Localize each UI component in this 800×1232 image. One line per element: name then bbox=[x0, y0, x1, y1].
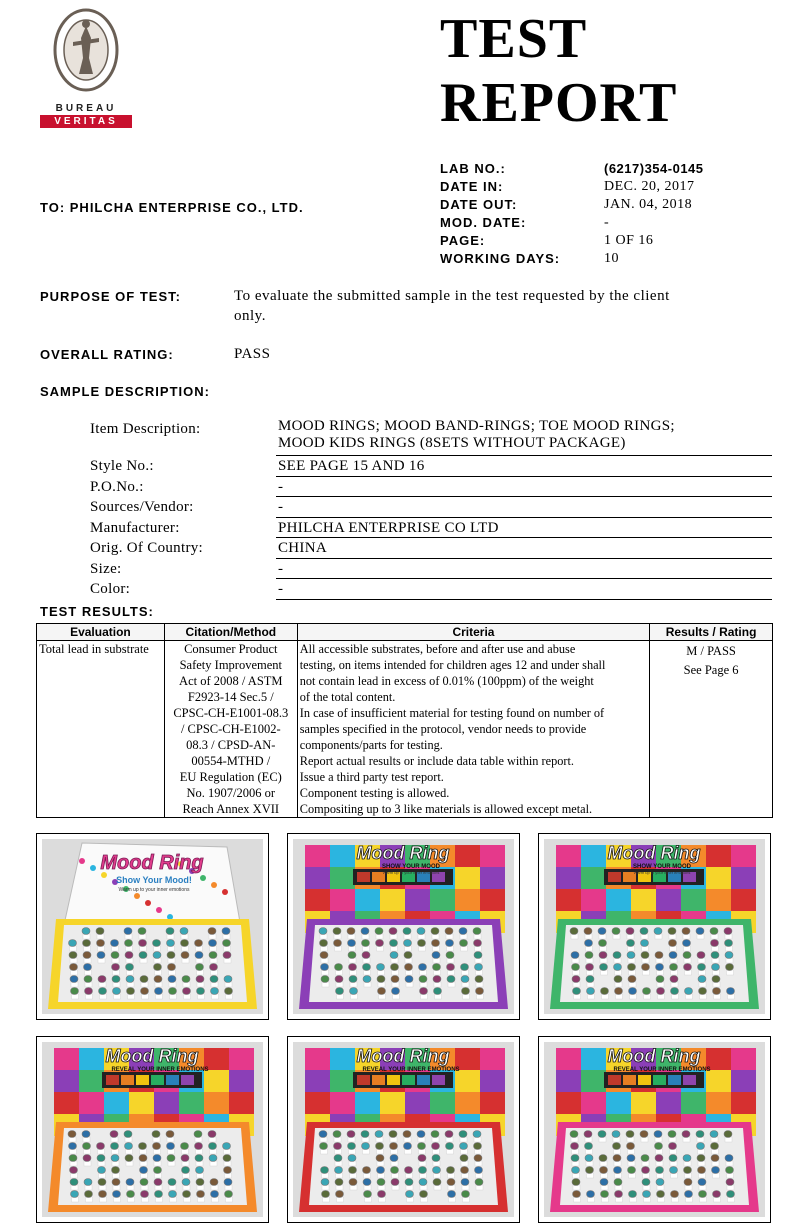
sample-row-value: - bbox=[276, 497, 772, 518]
citation-line: Reach Annex XVII bbox=[182, 802, 280, 816]
criteria-line: samples specified in the protocol, vendor needs to provide bbox=[299, 722, 587, 736]
product-photo bbox=[538, 1036, 771, 1223]
sample-row-label: Size: bbox=[90, 560, 122, 577]
mood-ring-display-photo bbox=[42, 1042, 263, 1217]
sample-row bbox=[90, 579, 772, 600]
product-photo bbox=[287, 833, 520, 1020]
sample-row-label: Sources/Vendor: bbox=[90, 499, 194, 515]
date-out-row bbox=[440, 196, 704, 214]
mood-ring-display-photo bbox=[544, 839, 765, 1014]
sample-description bbox=[90, 418, 772, 600]
sample-row-label: P.O.No.: bbox=[90, 478, 144, 495]
date-out-value: JAN. 04, 2018 bbox=[604, 197, 693, 212]
citation-line: EU Regulation (EC) bbox=[179, 770, 282, 784]
column-header: Criteria bbox=[297, 624, 649, 641]
mod-date-row bbox=[440, 214, 704, 232]
sample-row-value: - bbox=[276, 559, 772, 580]
product-photo bbox=[36, 833, 269, 1020]
citation-cell bbox=[164, 641, 297, 818]
citation-line: No. 1907/2006 or bbox=[186, 786, 276, 800]
photo-banner-text: Mood Ring bbox=[356, 1046, 450, 1066]
item-description-value bbox=[276, 418, 772, 456]
sample-row bbox=[90, 477, 772, 498]
photo-sub-text-2: Warm up to your inner emotions bbox=[118, 887, 190, 893]
citation-line: / CPSC-CH-E1002- bbox=[180, 722, 281, 736]
sample-row-value: - bbox=[276, 477, 772, 498]
evaluation-text: Total lead in substrate bbox=[39, 642, 149, 656]
overall-rating-label: OVERALL RATING: bbox=[40, 347, 174, 362]
photo-sub-text: REVEAL YOUR INNER EMOTIONS bbox=[362, 1067, 460, 1073]
lab-no-label: LAB NO.: bbox=[440, 161, 506, 176]
product-photo bbox=[36, 1036, 269, 1223]
photo-banner-text: Mood Ring bbox=[607, 843, 701, 863]
mood-ring-display-photo bbox=[293, 1042, 514, 1217]
column-header: Results / Rating bbox=[650, 624, 773, 641]
date-out-label: DATE OUT: bbox=[440, 197, 518, 212]
recipient: TO: PHILCHA ENTERPRISE CO., LTD. bbox=[40, 200, 304, 215]
citation-line: 08.3 / CPSD-AN- bbox=[186, 738, 276, 752]
table-header-row bbox=[37, 624, 773, 641]
sample-description-label: SAMPLE DESCRIPTION: bbox=[40, 384, 210, 399]
photo-sub-text: SHOW YOUR MOOD bbox=[382, 864, 440, 870]
citation-line: Safety Improvement bbox=[179, 658, 282, 672]
photo-banner-text: Mood Ring bbox=[607, 1046, 701, 1066]
overall-rating-value: PASS bbox=[234, 346, 271, 362]
lab-no-row bbox=[440, 160, 704, 178]
photo-banner-text: Mood Ring bbox=[105, 1046, 199, 1066]
purpose-label: PURPOSE OF TEST: bbox=[40, 289, 181, 304]
photo-sub-text-2: Warm up to your inner emotions bbox=[633, 870, 691, 875]
criteria-line: In case of insufficient material for testing found on number of bbox=[299, 706, 605, 720]
sample-row-label: Style No.: bbox=[90, 458, 154, 474]
criteria-line: Component testing is allowed. bbox=[299, 786, 450, 800]
purpose-line2: only. bbox=[234, 308, 266, 324]
evaluation-cell bbox=[37, 641, 165, 818]
criteria-line: All accessible substrates, before and after use and abuse bbox=[299, 642, 576, 656]
photo-sub-text: REVEAL YOUR INNER EMOTIONS bbox=[111, 1067, 209, 1073]
mood-ring-display-photo bbox=[293, 839, 514, 1014]
photo-sub-text: REVEAL YOUR INNER EMOTIONS bbox=[613, 1067, 711, 1073]
citation-line: F2923-14 Sec.5 / bbox=[187, 690, 274, 704]
mod-date-value: - bbox=[604, 215, 610, 230]
sample-row bbox=[90, 518, 772, 539]
criteria-line: of the total content. bbox=[299, 690, 396, 704]
column-header: Citation/Method bbox=[164, 624, 297, 641]
working-days-row bbox=[440, 250, 704, 268]
item-description-line2: MOOD KIDS RINGS (8SETS WITHOUT PACKAGE) bbox=[278, 435, 626, 451]
date-in-value: DEC. 20, 2017 bbox=[604, 179, 695, 194]
photo-sub-text: SHOW YOUR MOOD bbox=[633, 864, 691, 870]
bureau-veritas-logo bbox=[40, 8, 132, 126]
criteria-line: Report actual results or include data table within report. bbox=[299, 754, 574, 768]
working-days-label: WORKING DAYS: bbox=[440, 251, 561, 266]
mod-date-label: MOD. DATE: bbox=[440, 215, 527, 230]
item-description-label: Item Description: bbox=[90, 421, 201, 437]
item-description-line1: MOOD RINGS; MOOD BAND-RINGS; TOE MOOD RINGS; bbox=[278, 418, 675, 434]
result-rating: M / PASS bbox=[686, 644, 736, 658]
criteria-line: components/parts for testing. bbox=[299, 738, 443, 752]
title-line2: REPORT bbox=[440, 72, 678, 134]
criteria-line: Compositing up to 3 like materials is allowed except metal. bbox=[299, 802, 593, 816]
citation-line: 00554-MTHD / bbox=[191, 754, 271, 768]
sample-row-value: SEE PAGE 15 AND 16 bbox=[276, 456, 772, 477]
seal-icon bbox=[53, 8, 119, 92]
sample-row bbox=[90, 559, 772, 580]
photo-sub-text: Show Your Mood! bbox=[116, 875, 192, 885]
sample-row-label: Orig. Of Country: bbox=[90, 540, 204, 556]
citation-line: Consumer Product bbox=[184, 642, 278, 656]
item-description-row bbox=[90, 418, 772, 456]
sample-row-value: CHINA bbox=[276, 538, 772, 559]
product-photo bbox=[287, 1036, 520, 1223]
citation-line: CPSC-CH-E1001-08.3 bbox=[173, 706, 289, 720]
photo-banner-text: Mood Ring bbox=[100, 852, 204, 874]
result-reference: See Page 6 bbox=[683, 663, 739, 677]
title-line1: TEST bbox=[440, 8, 588, 70]
criteria-cell bbox=[297, 641, 649, 818]
citation-line: Act of 2008 / ASTM bbox=[179, 674, 283, 688]
sample-row bbox=[90, 497, 772, 518]
sample-row-label: Manufacturer: bbox=[90, 519, 180, 536]
mood-ring-display-photo bbox=[42, 839, 263, 1014]
logo-bureau-text: BUREAU bbox=[40, 102, 132, 115]
sample-row-value: PHILCHA ENTERPRISE CO LTD bbox=[276, 518, 772, 539]
page-value: 1 OF 16 bbox=[604, 233, 654, 248]
test-results-label: TEST RESULTS: bbox=[40, 604, 154, 619]
criteria-line: Issue a third party test report. bbox=[299, 770, 444, 784]
sample-row bbox=[90, 538, 772, 559]
criteria-line: testing, on items intended for children ages 12 and under shall bbox=[299, 658, 606, 672]
date-in-label: DATE IN: bbox=[440, 179, 504, 194]
photo-banner-text: Mood Ring bbox=[356, 843, 450, 863]
purpose-line1: To evaluate the submitted sample in the test requested by the client bbox=[234, 288, 670, 304]
sample-row-value: - bbox=[276, 579, 772, 600]
working-days-value: 10 bbox=[604, 251, 619, 266]
product-photo bbox=[538, 833, 771, 1020]
mood-ring-display-photo bbox=[544, 1042, 765, 1217]
test-results-table bbox=[36, 623, 773, 818]
lab-no-value: (6217)354-0145 bbox=[604, 161, 704, 176]
criteria-line: not contain lead in excess of 0.01% (100ppm) of the weight bbox=[299, 674, 594, 688]
page-row bbox=[440, 232, 704, 250]
table-row bbox=[37, 641, 773, 818]
date-in-row bbox=[440, 178, 704, 196]
sample-row bbox=[90, 456, 772, 477]
page-label: PAGE: bbox=[440, 233, 486, 248]
column-header: Evaluation bbox=[37, 624, 165, 641]
logo-veritas-text: VERITAS bbox=[40, 115, 132, 128]
sample-row-label: Color: bbox=[90, 581, 131, 597]
photo-sub-text-2: Warm up to your inner emotions bbox=[382, 870, 440, 875]
results-cell bbox=[650, 641, 773, 818]
lab-info bbox=[440, 160, 704, 268]
